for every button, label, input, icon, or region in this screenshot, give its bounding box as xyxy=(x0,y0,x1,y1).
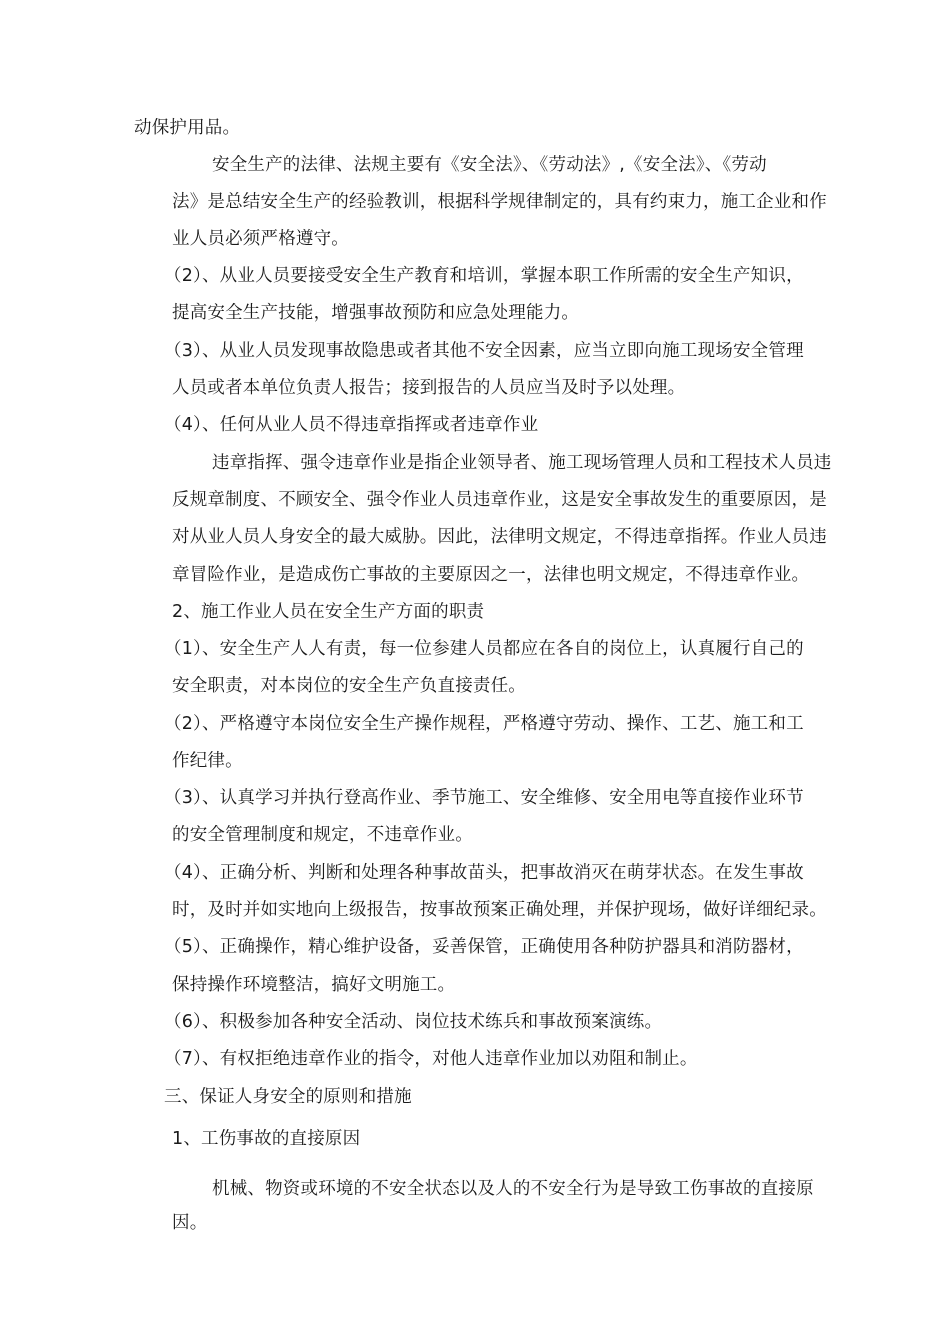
text-line: 人员或者本单位负责人报告；接到报告的人员应当及时予以处理。 xyxy=(172,378,686,398)
text-line: （2）、从业人员要接受安全生产教育和培训，掌握本职工作所需的安全生产知识， xyxy=(164,266,804,286)
subsection-heading: 1、工伤事故的直接原因 xyxy=(172,1129,361,1149)
text-line: 法》是总结安全生产的经验教训，根据科学规律制定的，具有约束力，施工企业和作 xyxy=(172,192,827,212)
text-line: 对从业人员人身安全的最大威胁。因此，法律明文规定，不得违章指挥。作业人员违 xyxy=(172,527,827,547)
section-heading: 三、保证人身安全的原则和措施 xyxy=(164,1087,412,1107)
text-line: 因。 xyxy=(172,1213,208,1233)
text-line: 的安全管理制度和规定，不违章作业。 xyxy=(172,825,473,845)
text-line: （3）、从业人员发现事故隐患或者其他不安全因素，应当立即向施工现场安全管理 xyxy=(164,341,804,361)
text-line: 安全职责，对本岗位的安全生产负直接责任。 xyxy=(172,676,526,696)
text-line: 提高安全生产技能，增强事故预防和应急处理能力。 xyxy=(172,303,580,323)
text-line: 违章指挥、强令违章作业是指企业领导者、施工现场管理人员和工程技术人员违 xyxy=(212,453,832,473)
text-line: （3）、认真学习并执行登高作业、季节施工、安全维修、安全用电等直接作业环节 xyxy=(164,788,804,808)
text-line: 业人员必须严格遵守。 xyxy=(172,229,349,249)
text-line: （5）、正确操作，精心维护设备，妥善保管，正确使用各种防护器具和消防器材， xyxy=(164,937,804,957)
text-line: （2）、严格遵守本岗位安全生产操作规程，严格遵守劳动、操作、工艺、施工和工 xyxy=(164,714,804,734)
text-line: 安全生产的法律、法规主要有《安全法》、《劳动法》,《安全法》、《劳动 xyxy=(212,155,767,175)
text-line: 作纪律。 xyxy=(172,751,243,771)
text-line: 时，及时并如实地向上级报告，按事故预案正确处理，并保护现场，做好详细纪录。 xyxy=(172,900,827,920)
text-line: 保持操作环境整洁，搞好文明施工。 xyxy=(172,975,456,995)
text-line: 章冒险作业，是造成伤亡事故的主要原因之一，法律也明文规定，不得违章作业。 xyxy=(172,565,810,585)
text-line: 2、施工作业人员在安全生产方面的职责 xyxy=(172,602,485,622)
text-line: 动保护用品。 xyxy=(134,118,241,138)
text-line: 机械、物资或环境的不安全状态以及人的不安全行为是导致工伤事故的直接原 xyxy=(212,1179,814,1199)
text-line: （4）、任何从业人员不得违章指挥或者违章作业 xyxy=(164,415,539,435)
text-line: （1）、安全生产人人有责，每一位参建人员都应在各自的岗位上，认真履行自己的 xyxy=(164,639,804,659)
text-line: （6）、积极参加各种安全活动、岗位技术练兵和事故预案演练。 xyxy=(164,1012,663,1032)
text-line: （4）、正确分析、判断和处理各种事故苗头，把事故消灭在萌芽状态。在发生事故 xyxy=(164,863,804,883)
text-line: （7）、有权拒绝违章作业的指令，对他人违章作业加以劝阻和制止。 xyxy=(164,1049,698,1069)
text-line: 反规章制度、不顾安全、强令作业人员违章作业，这是安全事故发生的重要原因，是 xyxy=(172,490,827,510)
